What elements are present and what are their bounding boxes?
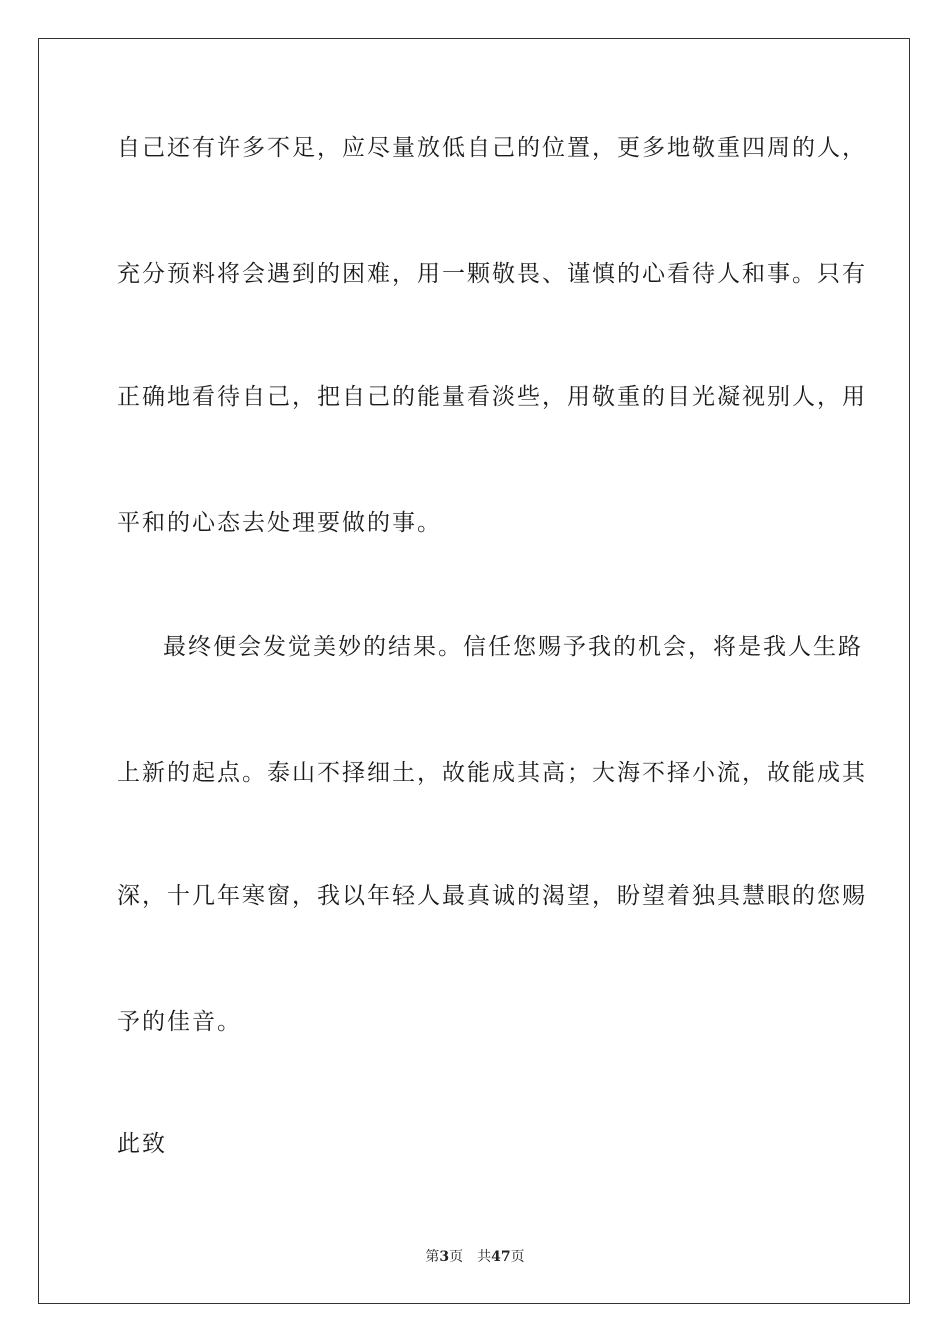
body-line-1: 自己还有许多不足，应尽量放低自己的位置，更多地敬重四周的人， xyxy=(117,135,867,161)
body-line-5: 最终便会发觉美妙的结果。信任您赐予我的机会，将是我人生路 xyxy=(163,634,863,660)
footer-total-pages: 47 xyxy=(491,1249,511,1265)
footer-total-suffix: 页 xyxy=(510,1249,525,1265)
body-line-6: 上新的起点。泰山不择细土，故能成其高；大海不择小流，故能成其 xyxy=(117,760,867,786)
footer-total-prefix: 共 xyxy=(477,1249,492,1265)
page-border xyxy=(38,38,910,1304)
footer-page-suffix: 页 xyxy=(449,1249,464,1265)
body-line-7: 深，十几年寒窗，我以年轻人最真诚的渴望，盼望着独具慧眼的您赐 xyxy=(117,883,867,909)
page-footer xyxy=(0,1248,950,1266)
footer-page-prefix: 第 xyxy=(425,1249,440,1265)
body-line-8: 予的佳音。 xyxy=(117,1009,242,1035)
footer-current-page: 3 xyxy=(439,1249,450,1265)
body-line-4: 平和的心态去处理要做的事。 xyxy=(117,510,442,536)
body-line-2: 充分预料将会遇到的困难，用一颗敬畏、谨慎的心看待人和事。只有 xyxy=(117,261,867,287)
closing-salutation: 此致 xyxy=(117,1131,167,1157)
body-line-3: 正确地看待自己，把自己的能量看淡些，用敬重的目光凝视别人，用 xyxy=(117,384,867,410)
